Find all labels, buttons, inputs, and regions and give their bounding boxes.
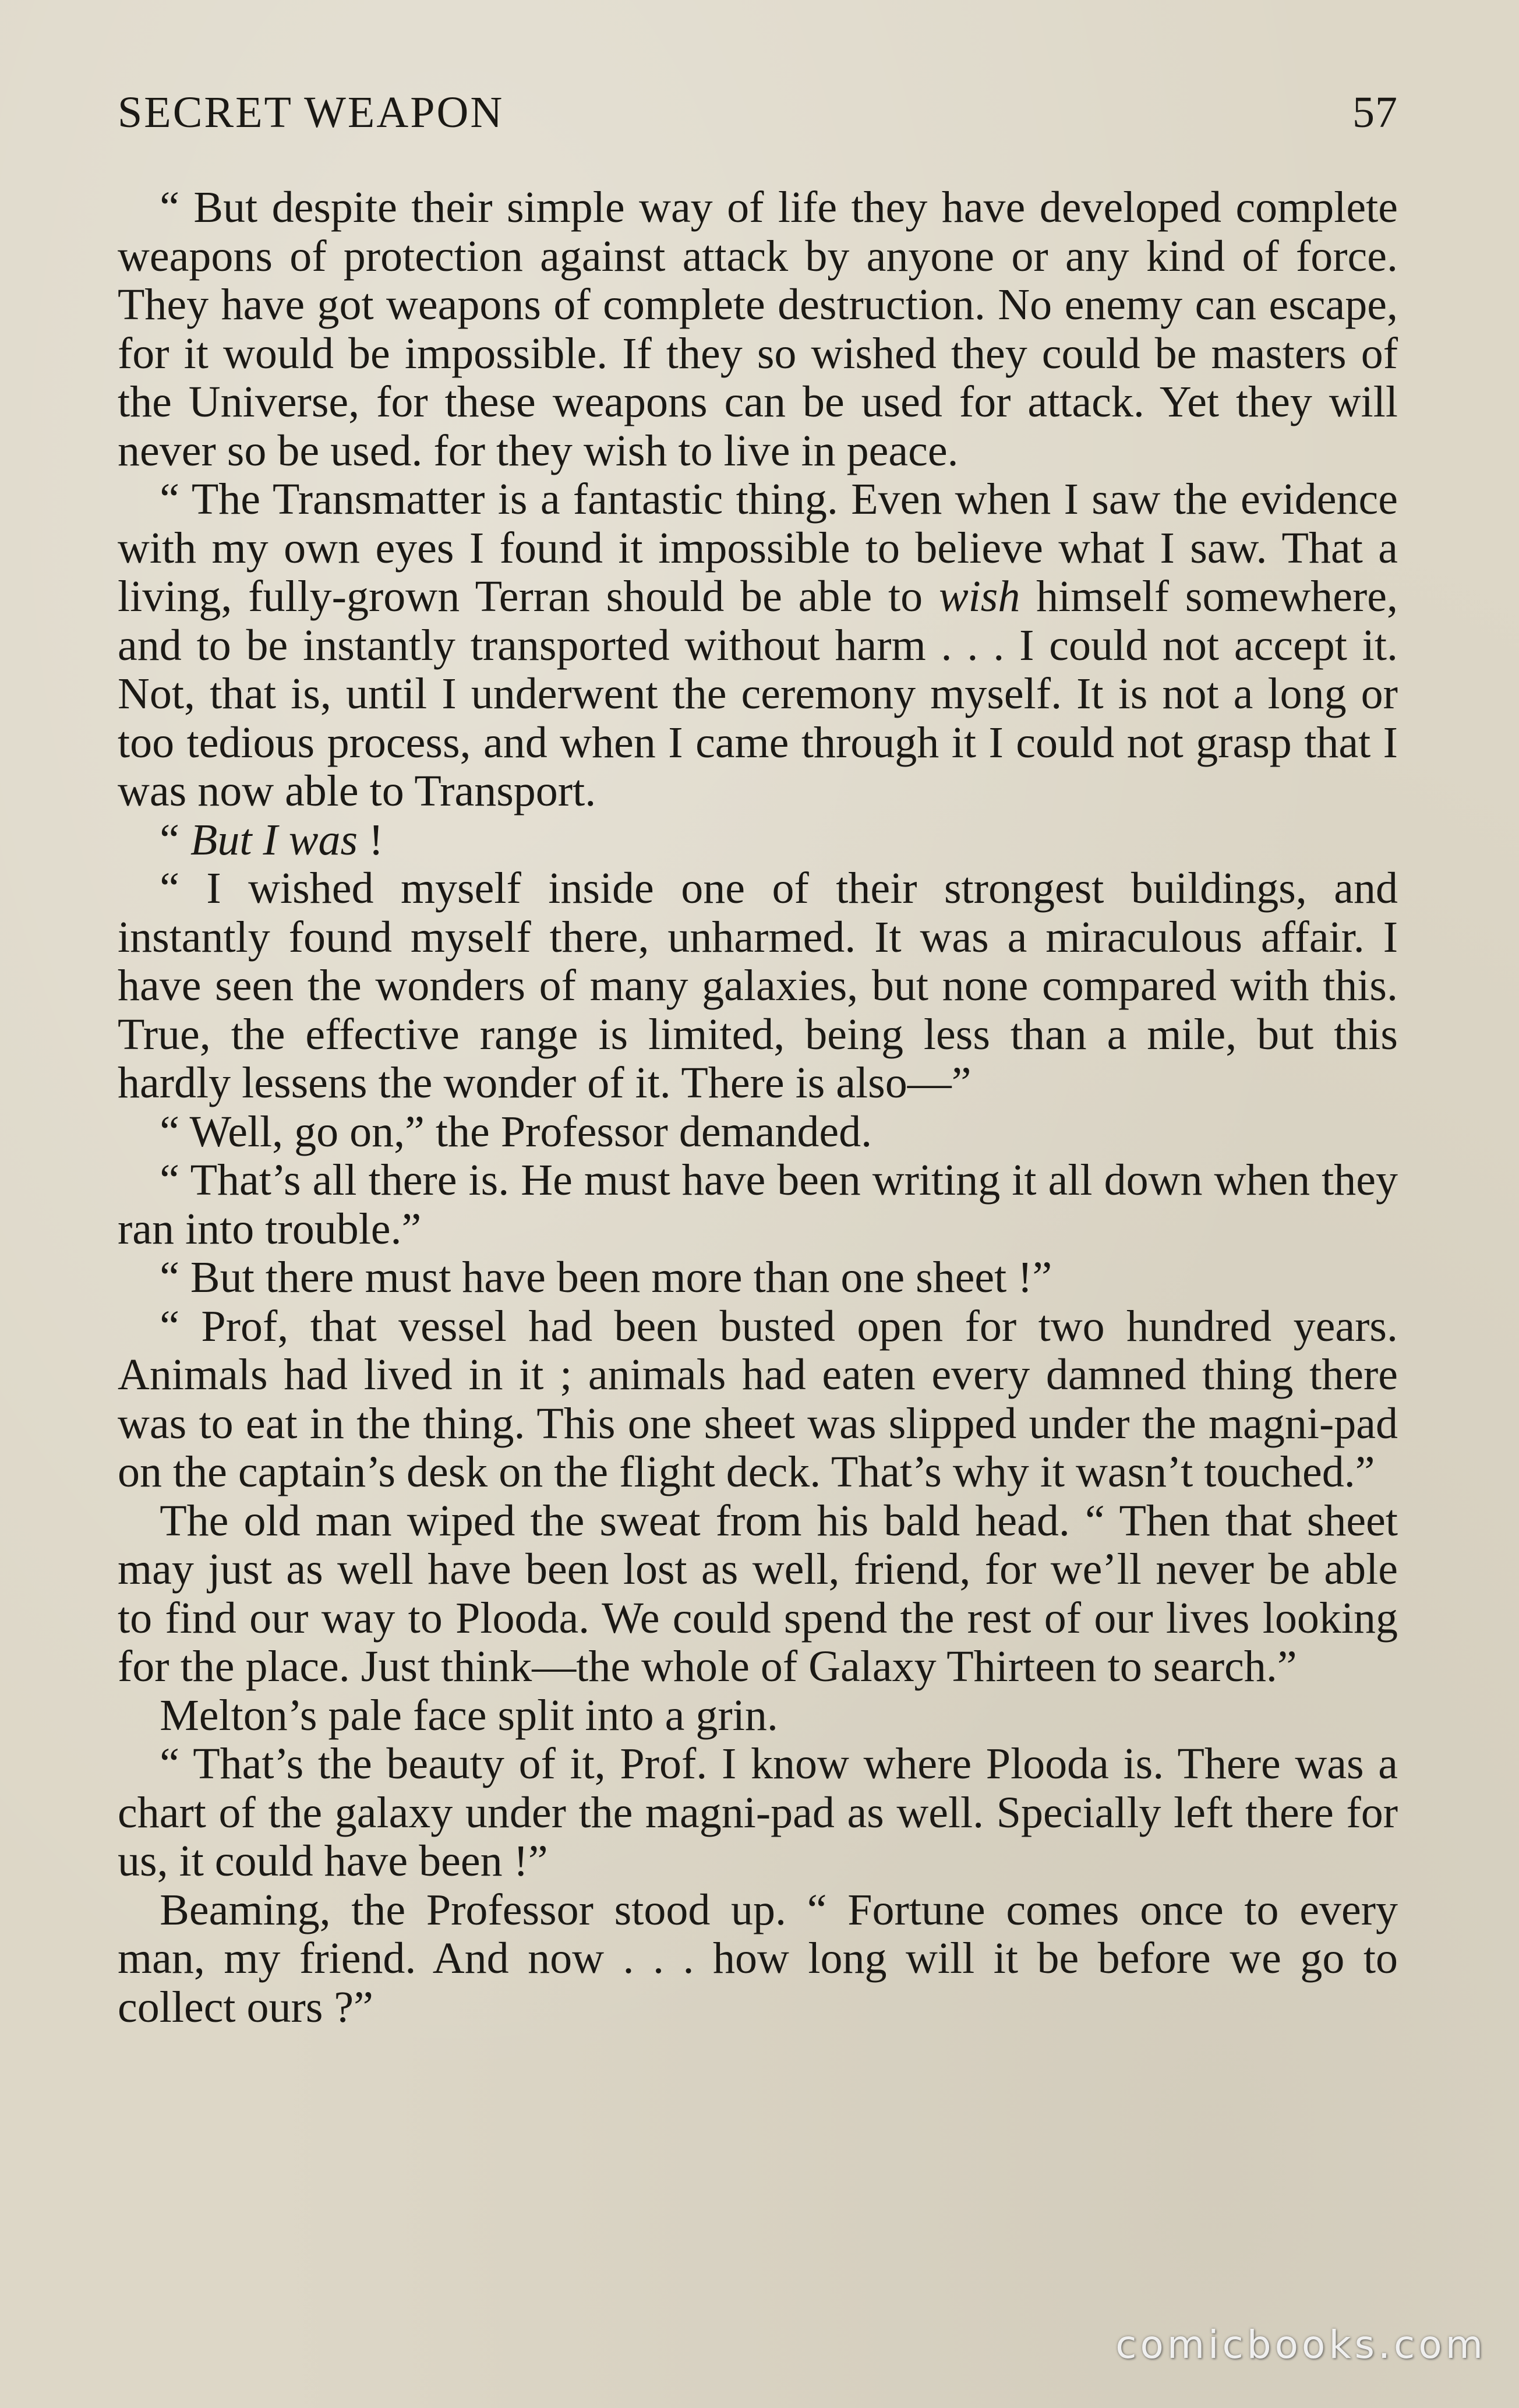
paragraph: “ Well, go on,” the Professor demanded. (160, 1107, 872, 1156)
page-number: 57 (1352, 88, 1398, 137)
emphasis: But I was (190, 815, 358, 864)
running-header (118, 87, 1398, 138)
paragraph: “ I wished myself inside one of their strongest buildings, and instantly found myself there, unharmed. It was a miraculous affair. I have seen the wonders of many galaxies, but none compared with this. True, the effective range is limited, being less than a mile, but this hardly lessens the wonder of it. There is also—” (118, 864, 1398, 1107)
paragraph: “ But I was ! (160, 815, 384, 864)
paragraph: Beaming, the Professor stood up. “ Fortune comes once to every man, my friend. And now . . . how long will it be before we go to collect ours ?” (118, 1885, 1398, 2032)
paragraph: “ But despite their simple way of life they have developed complete weapons of protection against attack by anyone or any kind of force. They have got weapons of complete destruction. No enemy can escape, for it would be impossible. If they so wished they could be masters of the Universe, for these weapons can be used for attack. Yet they will never so be used. for they wish to live in peace. (118, 183, 1398, 475)
paragraph: The old man wiped the sweat from his bald head. “ Then that sheet may just as well have been lost as well, friend, for we’ll never be able to find our way to Plooda. We could spend the rest of our lives looking for the place. Just think—the whole of Galaxy Thirteen to search.” (118, 1496, 1398, 1691)
paragraph: “ That’s the beauty of it, Prof. I know where Plooda is. There was a chart of the galaxy under the magni-pad as well. Specially left there for us, it could have been !” (118, 1739, 1398, 1886)
emphasis: wish (938, 572, 1020, 621)
paragraph: “ Prof, that vessel had been busted open for two hundred years. Animals had lived in it ; animals had eaten every damned thing there was to eat in the thing. This one sheet was slipped under the magni-pad on the captain’s desk on the flight deck. That’s why it wasn’t touched.” (118, 1301, 1398, 1496)
paragraph: “ But there must have been more than one sheet !” (160, 1253, 1052, 1302)
paragraph: Melton’s pale face split into a grin. (160, 1690, 778, 1740)
body-text (118, 183, 1398, 2032)
paragraph: “ The Transmatter is a fantastic thing. Even when I saw the evidence with my own eyes I found it impossible to believe what I saw. That a living, fully-grown Terran should be able to wish himself somewhere, and to be instantly transported without harm . . . I could not accept it. Not, that is, until I underwent the ceremony myself. It is not a long or too tedious process, and when I came through it I could not grasp that I was now able to Transport. (118, 475, 1398, 815)
running-title: SECRET WEAPON (118, 88, 504, 137)
paragraph: “ That’s all there is. He must have been writing it all down when they ran into trouble.” (118, 1156, 1398, 1254)
site-watermark: comicbooks.com (1115, 2322, 1486, 2367)
